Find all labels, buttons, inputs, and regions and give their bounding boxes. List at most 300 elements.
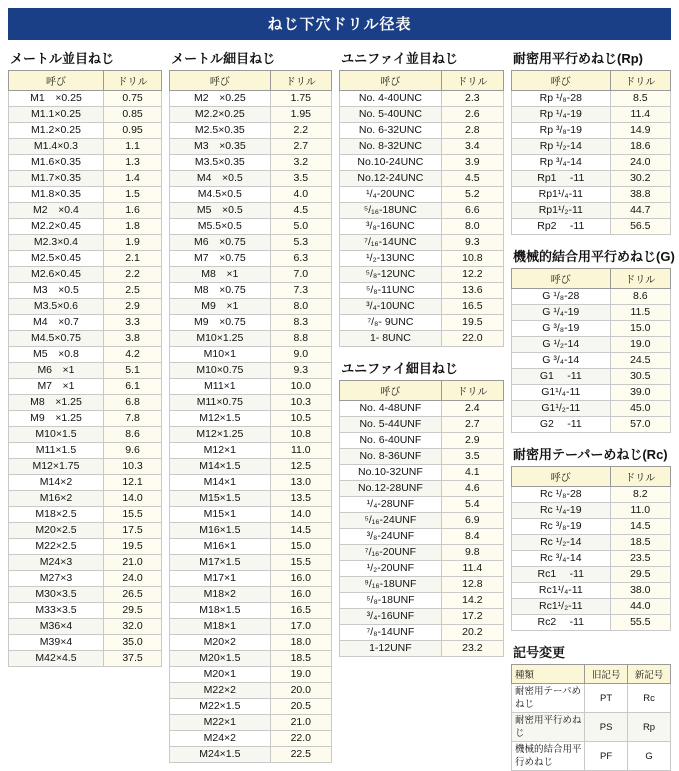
- table-row: [512, 742, 671, 771]
- cell-drill-diameter: 4.2: [103, 347, 161, 363]
- cell-thread-designation: M12×1.75: [9, 459, 104, 475]
- table-row: [340, 465, 504, 481]
- table-row: [340, 235, 504, 251]
- col-header-drill: ドリル: [610, 269, 670, 289]
- table-row: [340, 577, 504, 593]
- cell-drill-diameter: 39.0: [610, 385, 670, 401]
- cell-drill-diameter: 45.0: [610, 401, 670, 417]
- cell-thread-designation: M10×1.5: [9, 427, 104, 443]
- cell-new-symbol: Rp: [628, 713, 671, 742]
- cell-drill-diameter: 24.0: [610, 155, 670, 171]
- table-row: [512, 615, 671, 631]
- cell-drill-diameter: 1.8: [103, 219, 161, 235]
- cell-drill-diameter: 5.1: [103, 363, 161, 379]
- table-row: [340, 187, 504, 203]
- table-row: [9, 107, 162, 123]
- cell-thread-designation: G1 -11: [512, 369, 611, 385]
- cell-thread-designation: M9 ×1.25: [9, 411, 104, 427]
- cell-thread-designation: No. 8-36UNF: [340, 449, 442, 465]
- cell-thread-designation: M24×2: [170, 731, 270, 747]
- table-row: [512, 599, 671, 615]
- columns-container: [8, 48, 675, 771]
- table-row: [9, 251, 162, 267]
- table-row: [340, 401, 504, 417]
- cell-drill-diameter: 20.5: [270, 699, 332, 715]
- cell-thread-designation: M17×1.5: [170, 555, 270, 571]
- cell-drill-diameter: 3.2: [270, 155, 332, 171]
- table-row: [9, 651, 162, 667]
- cell-thread-designation: M3.5×0.35: [170, 155, 270, 171]
- table-row: [170, 731, 332, 747]
- cell-thread-designation: M30×3.5: [9, 587, 104, 603]
- cell-drill-diameter: 8.3: [270, 315, 332, 331]
- cell-drill-diameter: 11.0: [270, 443, 332, 459]
- tbody-metric-fine: [170, 91, 332, 763]
- table-g: [511, 268, 671, 433]
- table-row: [512, 289, 671, 305]
- table-row: [512, 583, 671, 599]
- cell-drill-diameter: 3.5: [441, 449, 503, 465]
- cell-thread-designation: M18×1.5: [170, 603, 270, 619]
- cell-thread-designation: M11×1: [170, 379, 270, 395]
- cell-thread-designation: M8 ×0.75: [170, 283, 270, 299]
- cell-drill-diameter: 9.0: [270, 347, 332, 363]
- cell-drill-diameter: 7.0: [270, 267, 332, 283]
- cell-thread-designation: M16×1: [170, 539, 270, 555]
- cell-drill-diameter: 1.95: [270, 107, 332, 123]
- cell-thread-designation: M10×0.75: [170, 363, 270, 379]
- table-row: [9, 507, 162, 523]
- tbody-metric-coarse: [9, 91, 162, 667]
- col-header-name: 呼び: [512, 467, 611, 487]
- table-rp: [511, 70, 671, 235]
- cell-thread-designation: ³/₄-16UNF: [340, 609, 442, 625]
- table-row: [9, 411, 162, 427]
- table-row: [512, 91, 671, 107]
- page-title: ねじ下穴ドリル径表: [8, 8, 671, 40]
- cell-drill-diameter: 12.2: [441, 267, 503, 283]
- cell-drill-diameter: 19.0: [270, 667, 332, 683]
- cell-thread-designation: G ³/₈-19: [512, 321, 611, 337]
- cell-drill-diameter: 23.2: [441, 641, 503, 657]
- cell-drill-diameter: 4.6: [441, 481, 503, 497]
- cell-drill-diameter: 21.0: [270, 715, 332, 731]
- cell-drill-diameter: 2.7: [441, 417, 503, 433]
- cell-drill-diameter: 3.4: [441, 139, 503, 155]
- table-row: [170, 155, 332, 171]
- cell-drill-diameter: 4.5: [441, 171, 503, 187]
- cell-thread-designation: M14×2: [9, 475, 104, 491]
- section-title-rp: 耐密用平行めねじ(Rp): [513, 51, 643, 66]
- cell-thread-designation: M5.5×0.5: [170, 219, 270, 235]
- cell-drill-diameter: 1.75: [270, 91, 332, 107]
- column-metric-fine: [169, 48, 332, 763]
- cell-drill-diameter: 20.0: [270, 683, 332, 699]
- cell-drill-diameter: 26.5: [103, 587, 161, 603]
- table-row: [170, 443, 332, 459]
- cell-drill-diameter: 6.3: [270, 251, 332, 267]
- table-row: [9, 267, 162, 283]
- cell-drill-diameter: 23.5: [610, 551, 670, 567]
- table-row: [512, 519, 671, 535]
- cell-thread-designation: M7 ×1: [9, 379, 104, 395]
- cell-drill-diameter: 8.6: [103, 427, 161, 443]
- cell-drill-diameter: 56.5: [610, 219, 670, 235]
- cell-thread-designation: Rp ³/₈-19: [512, 123, 611, 139]
- cell-thread-designation: M20×1.5: [170, 651, 270, 667]
- cell-drill-diameter: 44.7: [610, 203, 670, 219]
- cell-drill-diameter: 11.0: [610, 503, 670, 519]
- table-row: [9, 475, 162, 491]
- cell-thread-designation: M6 ×1: [9, 363, 104, 379]
- cell-drill-diameter: 2.1: [103, 251, 161, 267]
- cell-drill-diameter: 10.3: [270, 395, 332, 411]
- cell-drill-diameter: 19.5: [103, 539, 161, 555]
- cell-thread-designation: M4 ×0.7: [9, 315, 104, 331]
- cell-thread-designation: M1.2×0.25: [9, 123, 104, 139]
- cell-thread-designation: M12×1: [170, 443, 270, 459]
- cell-thread-designation: M1.1×0.25: [9, 107, 104, 123]
- table-row: [170, 395, 332, 411]
- table-row: [9, 427, 162, 443]
- cell-drill-diameter: 20.2: [441, 625, 503, 641]
- table-row: [512, 107, 671, 123]
- table-row: [340, 449, 504, 465]
- col-header-drill: ドリル: [270, 71, 332, 91]
- column-pipe-threads: [511, 48, 675, 771]
- cell-drill-diameter: 17.5: [103, 523, 161, 539]
- cell-drill-diameter: 12.5: [270, 459, 332, 475]
- cell-old-symbol: PF: [585, 742, 628, 771]
- table-row: [170, 603, 332, 619]
- cell-thread-designation: M2.2×0.45: [9, 219, 104, 235]
- cell-new-symbol: Rc: [628, 684, 671, 713]
- cell-thread-designation: M17×1: [170, 571, 270, 587]
- cell-drill-diameter: 57.0: [610, 417, 670, 433]
- cell-thread-designation: M18×2: [170, 587, 270, 603]
- col-header-name: 呼び: [340, 71, 442, 91]
- cell-thread-designation: Rp1¹/₄-11: [512, 187, 611, 203]
- cell-thread-designation: M2.3×0.4: [9, 235, 104, 251]
- table-row: [170, 219, 332, 235]
- table-row: [340, 481, 504, 497]
- table-row: [170, 107, 332, 123]
- cell-drill-diameter: 1.3: [103, 155, 161, 171]
- cell-old-symbol: PT: [585, 684, 628, 713]
- cell-thread-designation: No. 8-32UNC: [340, 139, 442, 155]
- cell-drill-diameter: 1.9: [103, 235, 161, 251]
- table-row: [340, 315, 504, 331]
- cell-thread-designation: M27×3: [9, 571, 104, 587]
- cell-thread-designation: G ¹/₈-28: [512, 289, 611, 305]
- table-row: [170, 411, 332, 427]
- cell-drill-diameter: 9.3: [270, 363, 332, 379]
- table-row: [170, 379, 332, 395]
- cell-drill-diameter: 18.6: [610, 139, 670, 155]
- cell-thread-designation: ⁵/₁₆-18UNC: [340, 203, 442, 219]
- cell-drill-diameter: 22.0: [270, 731, 332, 747]
- cell-drill-diameter: 12.1: [103, 475, 161, 491]
- table-row: [340, 251, 504, 267]
- cell-thread-designation: M12×1.5: [170, 411, 270, 427]
- table-row: [9, 491, 162, 507]
- table-row: [340, 219, 504, 235]
- cell-thread-designation: ¹/₄-28UNF: [340, 497, 442, 513]
- table-row: [340, 561, 504, 577]
- table-row: [9, 587, 162, 603]
- cell-thread-designation: M3.5×0.6: [9, 299, 104, 315]
- cell-thread-designation: M20×1: [170, 667, 270, 683]
- cell-drill-diameter: 8.0: [270, 299, 332, 315]
- cell-drill-diameter: 10.8: [270, 427, 332, 443]
- cell-thread-designation: No. 6-40UNF: [340, 433, 442, 449]
- table-row: [340, 433, 504, 449]
- table-row: [170, 555, 332, 571]
- table-row: [512, 337, 671, 353]
- table-row: [170, 507, 332, 523]
- cell-thread-designation: M10×1: [170, 347, 270, 363]
- table-row: [170, 91, 332, 107]
- cell-thread-designation: M18×1: [170, 619, 270, 635]
- cell-drill-diameter: 30.2: [610, 171, 670, 187]
- cell-thread-designation: M22×1.5: [170, 699, 270, 715]
- cell-drill-diameter: 24.0: [103, 571, 161, 587]
- cell-drill-diameter: 3.9: [441, 155, 503, 171]
- table-row: [170, 523, 332, 539]
- cell-thread-designation: M2 ×0.25: [170, 91, 270, 107]
- cell-drill-diameter: 13.5: [270, 491, 332, 507]
- tbody-unified-coarse: [340, 91, 504, 347]
- cell-thread-designation: M5 ×0.8: [9, 347, 104, 363]
- cell-thread-designation: Rp2 -11: [512, 219, 611, 235]
- cell-drill-diameter: 2.2: [103, 267, 161, 283]
- table-row: [170, 699, 332, 715]
- tbody-g: [512, 289, 671, 433]
- table-row: [340, 529, 504, 545]
- cell-thread-designation: M9 ×1: [170, 299, 270, 315]
- table-row: [9, 571, 162, 587]
- cell-drill-diameter: 5.3: [270, 235, 332, 251]
- cell-thread-designation: No.12-28UNF: [340, 481, 442, 497]
- cell-thread-designation: ⁹/₁₆-18UNF: [340, 577, 442, 593]
- cell-drill-diameter: 7.8: [103, 411, 161, 427]
- cell-drill-diameter: 8.8: [270, 331, 332, 347]
- cell-drill-diameter: 6.8: [103, 395, 161, 411]
- cell-drill-diameter: 18.0: [270, 635, 332, 651]
- cell-thread-designation: M4.5×0.75: [9, 331, 104, 347]
- cell-drill-diameter: 14.9: [610, 123, 670, 139]
- cell-thread-designation: M2 ×0.4: [9, 203, 104, 219]
- table-row: [512, 713, 671, 742]
- cell-thread-designation: M15×1.5: [170, 491, 270, 507]
- cell-drill-diameter: 38.0: [610, 583, 670, 599]
- cell-drill-diameter: 29.5: [610, 567, 670, 583]
- cell-drill-diameter: 44.0: [610, 599, 670, 615]
- tbody-symbol-change: [512, 684, 671, 771]
- cell-thread-designation: M18×2.5: [9, 507, 104, 523]
- table-row: [170, 363, 332, 379]
- cell-drill-diameter: 9.3: [441, 235, 503, 251]
- cell-thread-designation: ⁷/₁₆-20UNF: [340, 545, 442, 561]
- table-symbol-change: [511, 664, 671, 771]
- table-row: [9, 395, 162, 411]
- cell-drill-diameter: 14.0: [103, 491, 161, 507]
- cell-thread-designation: M3 ×0.5: [9, 283, 104, 299]
- cell-drill-diameter: 7.3: [270, 283, 332, 299]
- table-row: [9, 123, 162, 139]
- table-row: [512, 487, 671, 503]
- cell-thread-designation: M6 ×0.75: [170, 235, 270, 251]
- cell-thread-designation: M24×1.5: [170, 747, 270, 763]
- table-row: [170, 459, 332, 475]
- cell-thread-designation: Rc ¹/₂-14: [512, 535, 611, 551]
- cell-drill-diameter: 22.5: [270, 747, 332, 763]
- table-row: [512, 401, 671, 417]
- cell-thread-designation: M4.5×0.5: [170, 187, 270, 203]
- table-row: [512, 203, 671, 219]
- table-row: [170, 283, 332, 299]
- cell-thread-designation: M20×2.5: [9, 523, 104, 539]
- table-row: [512, 369, 671, 385]
- cell-thread-designation: M7 ×0.75: [170, 251, 270, 267]
- cell-thread-designation: M24×3: [9, 555, 104, 571]
- table-row: [9, 555, 162, 571]
- cell-drill-diameter: 1.6: [103, 203, 161, 219]
- table-rc: [511, 466, 671, 631]
- cell-thread-designation: Rc1 -11: [512, 567, 611, 583]
- table-unified-fine: [339, 380, 504, 657]
- table-row: [170, 187, 332, 203]
- cell-drill-diameter: 16.5: [441, 299, 503, 315]
- cell-thread-designation: M15×1: [170, 507, 270, 523]
- table-row: [340, 641, 504, 657]
- cell-thread-designation: Rp1 -11: [512, 171, 611, 187]
- cell-drill-diameter: 10.8: [441, 251, 503, 267]
- table-row: [170, 667, 332, 683]
- cell-thread-designation: ⁷/₈-14UNF: [340, 625, 442, 641]
- cell-drill-diameter: 15.5: [103, 507, 161, 523]
- cell-thread-designation: M8 ×1.25: [9, 395, 104, 411]
- table-row: [340, 299, 504, 315]
- table-row: [9, 347, 162, 363]
- cell-drill-diameter: 16.0: [270, 571, 332, 587]
- cell-thread-designation: No. 4-40UNC: [340, 91, 442, 107]
- table-row: [9, 139, 162, 155]
- section-title-unified-coarse: ユニファイ並目ねじ: [341, 51, 458, 66]
- col-header-name: 呼び: [512, 269, 611, 289]
- cell-thread-designation: M2.5×0.45: [9, 251, 104, 267]
- cell-drill-diameter: 5.2: [441, 187, 503, 203]
- table-row: [170, 715, 332, 731]
- cell-drill-diameter: 2.8: [441, 123, 503, 139]
- table-row: [170, 683, 332, 699]
- cell-thread-designation: No. 4-48UNF: [340, 401, 442, 417]
- cell-drill-diameter: 3.3: [103, 315, 161, 331]
- cell-thread-designation: Rp ¹/₈-28: [512, 91, 611, 107]
- cell-drill-diameter: 15.0: [270, 539, 332, 555]
- cell-drill-diameter: 5.4: [441, 497, 503, 513]
- cell-drill-diameter: 6.9: [441, 513, 503, 529]
- cell-thread-designation: M39×4: [9, 635, 104, 651]
- table-row: [9, 523, 162, 539]
- table-row: [512, 535, 671, 551]
- cell-thread-designation: M16×2: [9, 491, 104, 507]
- table-row: [512, 219, 671, 235]
- col-header-drill: ドリル: [103, 71, 161, 91]
- cell-thread-designation: M12×1.25: [170, 427, 270, 443]
- cell-thread-designation: M2.5×0.35: [170, 123, 270, 139]
- col-header-drill: ドリル: [441, 71, 503, 91]
- table-row: [9, 155, 162, 171]
- cell-drill-diameter: 2.6: [441, 107, 503, 123]
- table-row: [512, 551, 671, 567]
- cell-drill-diameter: 13.6: [441, 283, 503, 299]
- table-unified-coarse: [339, 70, 504, 347]
- table-row: [170, 491, 332, 507]
- table-row: [9, 443, 162, 459]
- table-row: [170, 139, 332, 155]
- table-row: [170, 651, 332, 667]
- cell-thread-designation: Rc ¹/₄-19: [512, 503, 611, 519]
- cell-thread-designation: Rp ¹/₂-14: [512, 139, 611, 155]
- cell-drill-diameter: 37.5: [103, 651, 161, 667]
- cell-thread-designation: Rc ³/₈-19: [512, 519, 611, 535]
- cell-thread-designation: M36×4: [9, 619, 104, 635]
- table-row: [9, 187, 162, 203]
- cell-thread-designation: M11×0.75: [170, 395, 270, 411]
- table-row: [512, 123, 671, 139]
- cell-drill-diameter: 2.3: [441, 91, 503, 107]
- cell-drill-diameter: 5.0: [270, 219, 332, 235]
- cell-drill-diameter: 1.5: [103, 187, 161, 203]
- section-title-metric-coarse: メートル並目ねじ: [10, 51, 115, 66]
- table-row: [340, 417, 504, 433]
- table-row: [512, 321, 671, 337]
- table-row: [512, 684, 671, 713]
- col-header-old-symbol: 旧記号: [585, 665, 628, 684]
- cell-thread-designation: No. 5-40UNC: [340, 107, 442, 123]
- cell-thread-designation: ⁵/₁₆-24UNF: [340, 513, 442, 529]
- table-row: [9, 91, 162, 107]
- table-row: [340, 139, 504, 155]
- cell-thread-designation: ⁵/₈-18UNF: [340, 593, 442, 609]
- cell-drill-diameter: 1.4: [103, 171, 161, 187]
- cell-drill-diameter: 21.0: [103, 555, 161, 571]
- cell-thread-designation: M22×2.5: [9, 539, 104, 555]
- col-header-drill: ドリル: [610, 467, 670, 487]
- cell-thread-designation: M2.2×0.25: [170, 107, 270, 123]
- table-row: [340, 497, 504, 513]
- cell-drill-diameter: 18.5: [610, 535, 670, 551]
- cell-thread-designation: M9 ×0.75: [170, 315, 270, 331]
- table-row: [170, 251, 332, 267]
- table-row: [9, 459, 162, 475]
- table-row: [170, 571, 332, 587]
- cell-drill-diameter: 17.2: [441, 609, 503, 625]
- column-unified: [339, 48, 504, 657]
- cell-thread-designation: Rc2 -11: [512, 615, 611, 631]
- cell-drill-diameter: 15.5: [270, 555, 332, 571]
- cell-thread-designation: No.10-24UNC: [340, 155, 442, 171]
- cell-drill-diameter: 9.8: [441, 545, 503, 561]
- table-row: [170, 299, 332, 315]
- cell-thread-designation: M1.7×0.35: [9, 171, 104, 187]
- table-row: [9, 219, 162, 235]
- table-row: [170, 475, 332, 491]
- section-title-unified-fine: ユニファイ細目ねじ: [341, 361, 458, 376]
- cell-drill-diameter: 4.1: [441, 465, 503, 481]
- cell-thread-designation: G1¹/₂-11: [512, 401, 611, 417]
